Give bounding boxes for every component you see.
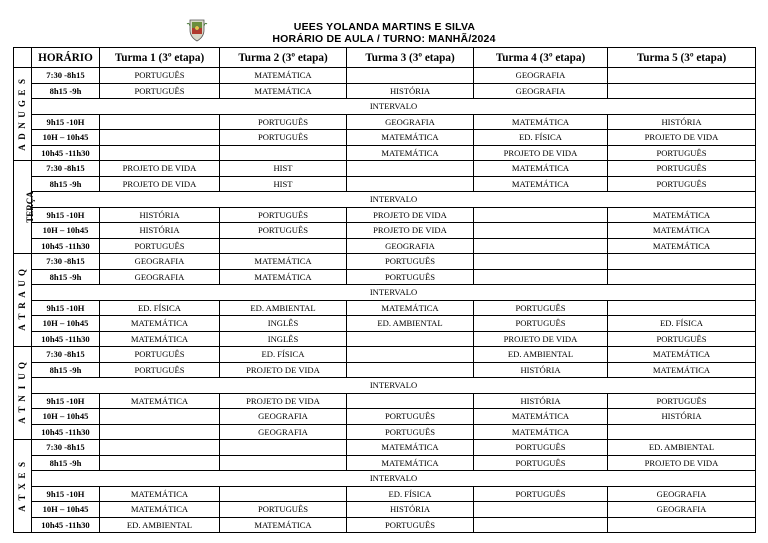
interval-cell: INTERVALO	[32, 192, 756, 208]
subject-cell: PROJETO DE VIDA	[474, 331, 608, 347]
subject-cell: MATEMÁTICA	[474, 424, 608, 440]
subject-cell: GEOGRAFIA	[608, 486, 756, 502]
table-row	[14, 331, 756, 347]
subject-cell: GEOGRAFIA	[347, 114, 474, 130]
subject-cell: HIST	[220, 161, 347, 177]
school-name: UEES YOLANDA MARTINS E SILVA	[293, 21, 476, 33]
subject-cell: MATEMÁTICA	[347, 455, 474, 471]
subject-cell	[474, 269, 608, 285]
subject-cell: PORTUGUÊS	[347, 269, 474, 285]
time-cell: 10H – 10h45	[32, 502, 100, 518]
subject-cell: MATEMÁTICA	[347, 440, 474, 456]
time-cell: 7:30 -8h15	[32, 440, 100, 456]
table-row	[14, 347, 756, 363]
subject-cell	[474, 254, 608, 270]
subject-cell: PORTUGUÊS	[608, 161, 756, 177]
subject-cell: MATEMÁTICA	[608, 207, 756, 223]
subject-cell: HIST	[220, 176, 347, 192]
table-row	[14, 424, 756, 440]
subject-cell	[347, 331, 474, 347]
subject-cell: HISTÓRIA	[474, 362, 608, 378]
subject-cell: PROJETO DE VIDA	[100, 161, 220, 177]
subject-cell	[347, 161, 474, 177]
table-row	[14, 223, 756, 239]
time-cell: 10h45 -11h30	[32, 331, 100, 347]
subject-cell: MATEMÁTICA	[220, 254, 347, 270]
subject-cell: HISTÓRIA	[347, 502, 474, 518]
subject-cell	[347, 347, 474, 363]
subject-cell	[608, 300, 756, 316]
time-cell: 9h15 -10H	[32, 300, 100, 316]
subject-cell	[347, 176, 474, 192]
header-cell: HORÁRIO	[32, 48, 100, 68]
subject-cell: PORTUGUÊS	[474, 440, 608, 456]
subject-cell	[220, 440, 347, 456]
subject-cell: HISTÓRIA	[608, 409, 756, 425]
subject-cell: PORTUGUÊS	[608, 393, 756, 409]
subject-cell: MATEMÁTICA	[220, 68, 347, 84]
subject-cell: PORTUGUÊS	[220, 207, 347, 223]
subject-cell: MATEMÁTICA	[347, 300, 474, 316]
interval-row	[14, 285, 756, 301]
subject-cell: ED. FÍSICA	[474, 130, 608, 146]
subject-cell	[100, 114, 220, 130]
subject-cell: PROJETO DE VIDA	[347, 207, 474, 223]
subject-cell	[100, 130, 220, 146]
subject-cell: PORTUGUÊS	[220, 223, 347, 239]
subject-cell: PORTUGUÊS	[347, 409, 474, 425]
subject-cell: PORTUGUÊS	[347, 517, 474, 533]
subject-cell	[474, 517, 608, 533]
subject-cell	[608, 269, 756, 285]
schedule-title: HORÁRIO DE AULA / TURNO: MANHÃ/2024	[272, 33, 496, 45]
interval-cell: INTERVALO	[32, 99, 756, 115]
subject-cell	[347, 68, 474, 84]
subject-cell: PROJETO DE VIDA	[100, 176, 220, 192]
subject-cell	[347, 362, 474, 378]
table-row	[14, 207, 756, 223]
subject-cell: MATEMÁTICA	[100, 316, 220, 332]
table-row	[14, 409, 756, 425]
time-cell: 7:30 -8h15	[32, 347, 100, 363]
subject-cell: ED. FÍSICA	[608, 316, 756, 332]
subject-cell	[100, 145, 220, 161]
subject-cell	[220, 486, 347, 502]
subject-cell: INGLÊS	[220, 331, 347, 347]
subject-cell: PROJETO DE VIDA	[220, 362, 347, 378]
time-cell: 10H – 10h45	[32, 409, 100, 425]
table-row	[14, 455, 756, 471]
subject-cell: ED. AMBIENTAL	[474, 347, 608, 363]
subject-cell	[608, 83, 756, 99]
subject-cell: ED. FÍSICA	[220, 347, 347, 363]
day-label: S E G U N D A	[14, 68, 32, 161]
subject-cell: PORTUGUÊS	[220, 114, 347, 130]
subject-cell: PORTUGUÊS	[100, 83, 220, 99]
time-cell: 8h15 -9h	[32, 83, 100, 99]
table-row	[14, 486, 756, 502]
subject-cell: PROJETO DE VIDA	[608, 130, 756, 146]
subject-cell: MATEMÁTICA	[608, 223, 756, 239]
table-row	[14, 269, 756, 285]
subject-cell: MATEMÁTICA	[608, 362, 756, 378]
subject-cell: GEOGRAFIA	[474, 83, 608, 99]
subject-cell	[347, 393, 474, 409]
table-row	[14, 114, 756, 130]
subject-cell: PORTUGUÊS	[347, 424, 474, 440]
time-cell: 10h45 -11h30	[32, 424, 100, 440]
table-row	[14, 130, 756, 146]
header-row	[14, 48, 756, 68]
subject-cell: PORTUGUÊS	[347, 254, 474, 270]
subject-cell: MATEMÁTICA	[220, 269, 347, 285]
schedule-body	[14, 68, 756, 533]
interval-cell: INTERVALO	[32, 471, 756, 487]
time-cell: 9h15 -10H	[32, 207, 100, 223]
time-cell: 10h45 -11h30	[32, 145, 100, 161]
subject-cell: MATEMÁTICA	[608, 347, 756, 363]
subject-cell: ED. AMBIENTAL	[100, 517, 220, 533]
table-row	[14, 161, 756, 177]
subject-cell: ED. FÍSICA	[100, 300, 220, 316]
subject-cell: PORTUGUÊS	[220, 502, 347, 518]
subject-cell: HISTÓRIA	[608, 114, 756, 130]
time-cell: 9h15 -10H	[32, 393, 100, 409]
subject-cell: MATEMÁTICA	[608, 238, 756, 254]
header-cell: Turma 3 (3º etapa)	[347, 48, 474, 68]
subject-cell	[220, 455, 347, 471]
subject-cell: PROJETO DE VIDA	[347, 223, 474, 239]
subject-cell: MATEMÁTICA	[347, 145, 474, 161]
time-cell: 8h15 -9h	[32, 269, 100, 285]
day-label: S E X T A	[14, 440, 32, 533]
interval-row	[14, 378, 756, 394]
subject-cell	[100, 440, 220, 456]
interval-row	[14, 99, 756, 115]
table-row	[14, 517, 756, 533]
subject-cell: GEOGRAFIA	[220, 409, 347, 425]
table-row	[14, 440, 756, 456]
subject-cell: MATEMÁTICA	[220, 517, 347, 533]
subject-cell	[100, 455, 220, 471]
subject-cell: PROJETO DE VIDA	[474, 145, 608, 161]
subject-cell: INGLÊS	[220, 316, 347, 332]
subject-cell: PORTUGUÊS	[474, 455, 608, 471]
document-title	[0, 21, 768, 45]
subject-cell: MATEMÁTICA	[474, 176, 608, 192]
table-row	[14, 316, 756, 332]
time-cell: 8h15 -9h	[32, 176, 100, 192]
subject-cell: ED. AMBIENTAL	[608, 440, 756, 456]
subject-cell: GEOGRAFIA	[220, 424, 347, 440]
interval-cell: INTERVALO	[32, 378, 756, 394]
subject-cell	[608, 517, 756, 533]
time-cell: 9h15 -10H	[32, 486, 100, 502]
subject-cell	[474, 223, 608, 239]
subject-cell: MATEMÁTICA	[474, 161, 608, 177]
subject-cell: PROJETO DE VIDA	[608, 455, 756, 471]
time-cell: 8h15 -9h	[32, 455, 100, 471]
subject-cell: MATEMÁTICA	[347, 130, 474, 146]
subject-cell: MATEMÁTICA	[474, 409, 608, 425]
subject-cell: HISTÓRIA	[474, 393, 608, 409]
subject-cell: PORTUGUÊS	[474, 316, 608, 332]
time-cell: 7:30 -8h15	[32, 254, 100, 270]
subject-cell: MATEMÁTICA	[100, 502, 220, 518]
subject-cell: PORTUGUÊS	[608, 331, 756, 347]
time-cell: 7:30 -8h15	[32, 161, 100, 177]
table-row	[14, 176, 756, 192]
subject-cell: PORTUGUÊS	[474, 486, 608, 502]
subject-cell	[220, 238, 347, 254]
day-label: Q U A R T A	[14, 254, 32, 347]
time-cell: 9h15 -10H	[32, 114, 100, 130]
subject-cell: PORTUGUÊS	[474, 300, 608, 316]
table-row	[14, 393, 756, 409]
interval-row	[14, 192, 756, 208]
subject-cell	[608, 424, 756, 440]
interval-cell: INTERVALO	[32, 285, 756, 301]
subject-cell: PORTUGUÊS	[100, 347, 220, 363]
subject-cell: MATEMÁTICA	[100, 393, 220, 409]
subject-cell: ED. AMBIENTAL	[347, 316, 474, 332]
subject-cell: MATEMÁTICA	[474, 114, 608, 130]
subject-cell: HISTÓRIA	[100, 223, 220, 239]
subject-cell: ED. FÍSICA	[347, 486, 474, 502]
schedule-table	[13, 47, 756, 533]
subject-cell: HISTÓRIA	[347, 83, 474, 99]
subject-cell: GEOGRAFIA	[100, 269, 220, 285]
subject-cell	[608, 254, 756, 270]
table-row	[14, 362, 756, 378]
subject-cell: PORTUGUÊS	[608, 176, 756, 192]
table-row	[14, 238, 756, 254]
subject-cell: GEOGRAFIA	[608, 502, 756, 518]
day-label-text: TERÇA	[24, 191, 35, 223]
subject-cell: HISTÓRIA	[100, 207, 220, 223]
subject-cell: PORTUGUÊS	[608, 145, 756, 161]
table-row	[14, 502, 756, 518]
table-row	[14, 254, 756, 270]
subject-cell	[474, 238, 608, 254]
subject-cell	[220, 145, 347, 161]
table-row	[14, 83, 756, 99]
subject-cell: PROJETO DE VIDA	[220, 393, 347, 409]
subject-cell: ED. AMBIENTAL	[220, 300, 347, 316]
time-cell: 10h45 -11h30	[32, 238, 100, 254]
day-label: Q U I N T A	[14, 347, 32, 440]
table-row	[14, 68, 756, 84]
time-cell: 10H – 10h45	[32, 130, 100, 146]
header-cell: Turma 4 (3º etapa)	[474, 48, 608, 68]
time-cell: 10h45 -11h30	[32, 517, 100, 533]
subject-cell	[474, 207, 608, 223]
table-row	[14, 300, 756, 316]
subject-cell: PORTUGUÊS	[100, 68, 220, 84]
subject-cell: GEOGRAFIA	[100, 254, 220, 270]
header-cell: Turma 5 (3º etapa)	[608, 48, 756, 68]
subject-cell: GEOGRAFIA	[474, 68, 608, 84]
time-cell: 10H – 10h45	[32, 223, 100, 239]
time-cell: 10H – 10h45	[32, 316, 100, 332]
header-cell: Turma 1 (3º etapa)	[100, 48, 220, 68]
table-row	[14, 145, 756, 161]
subject-cell: MATEMÁTICA	[220, 83, 347, 99]
subject-cell: MATEMÁTICA	[100, 331, 220, 347]
day-label	[14, 161, 35, 254]
subject-cell	[608, 68, 756, 84]
subject-cell: MATEMÁTICA	[100, 486, 220, 502]
subject-cell: PORTUGUÊS	[100, 238, 220, 254]
subject-cell	[100, 409, 220, 425]
subject-cell	[474, 502, 608, 518]
time-cell: 8h15 -9h	[32, 362, 100, 378]
interval-row	[14, 471, 756, 487]
header-cell: Turma 2 (3º etapa)	[220, 48, 347, 68]
subject-cell: PORTUGUÊS	[220, 130, 347, 146]
day-header-cell	[14, 48, 32, 68]
time-cell: 7:30 -8h15	[32, 68, 100, 84]
subject-cell	[100, 424, 220, 440]
subject-cell: GEOGRAFIA	[347, 238, 474, 254]
subject-cell: PORTUGUÊS	[100, 362, 220, 378]
